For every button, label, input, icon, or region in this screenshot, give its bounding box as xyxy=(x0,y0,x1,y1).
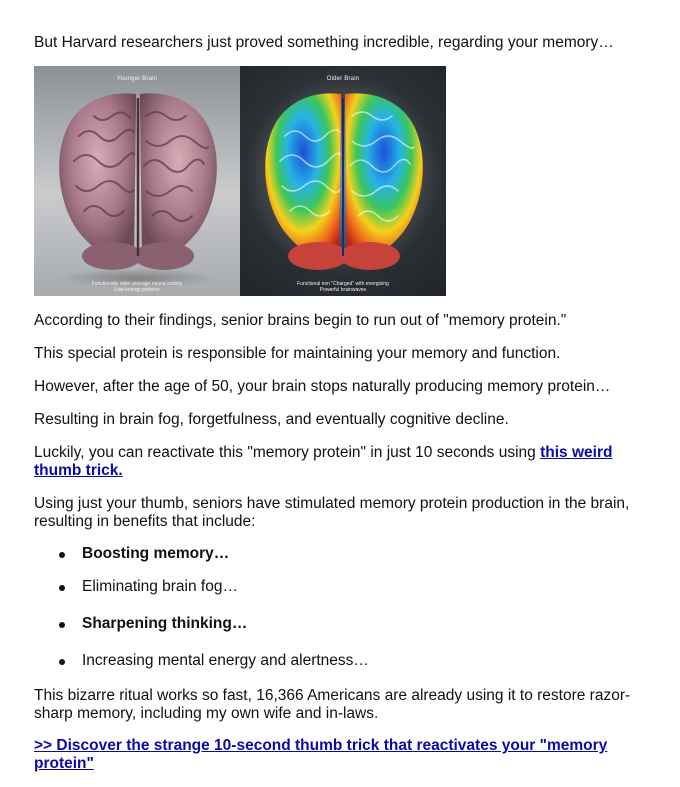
thumb-trick-paragraph xyxy=(34,444,652,480)
findings-paragraph: According to their findings, senior brains begin to run out of "memory protein." xyxy=(34,312,567,329)
benefits-intro-paragraph: Using just your thumb, seniors have stimulated memory protein production in the brain, resulting in benefits that include: xyxy=(34,495,630,530)
cta-link[interactable]: >> Discover the strange 10-second thumb trick that reactivates your "memory protein" xyxy=(34,737,608,772)
older-brain-label: Older Brain xyxy=(326,76,360,82)
benefit-text: Increasing mental energy and alertness… xyxy=(82,652,369,669)
benefits-list xyxy=(34,545,652,670)
age-50-paragraph: However, after the age of 50, your brain stops naturally producing memory protein… xyxy=(34,378,611,395)
bullet-icon xyxy=(59,622,65,628)
benefit-item xyxy=(34,652,652,670)
older-brain-illustration xyxy=(240,66,446,296)
protein-role-paragraph: This special protein is responsible for maintaining your memory and function. xyxy=(34,345,561,362)
bullet-icon xyxy=(59,659,65,665)
benefit-item xyxy=(34,615,652,633)
younger-brain-illustration xyxy=(34,66,240,296)
benefit-item xyxy=(34,545,652,563)
bullet-icon xyxy=(59,552,65,558)
younger-brain-panel xyxy=(34,66,240,296)
older-brain-panel xyxy=(240,66,446,296)
older-brain-caption xyxy=(240,281,446,293)
thumb-trick-text: Luckily, you can reactivate this "memory protein" in just 10 seconds using xyxy=(34,444,541,461)
older-caption-line-2: Powerful brainwaves xyxy=(319,287,367,293)
younger-brain-label: Younger Brain xyxy=(116,76,158,82)
benefit-item xyxy=(34,578,652,596)
cta-paragraph xyxy=(34,737,652,773)
decline-paragraph: Resulting in brain fog, forgetfulness, and eventually cognitive decline. xyxy=(34,411,509,428)
younger-brain-caption xyxy=(34,281,240,293)
benefit-text: Eliminating brain fog… xyxy=(82,578,238,595)
benefit-text: Sharpening thinking… xyxy=(82,615,248,632)
younger-caption-line-1: Functionally older average neural activity xyxy=(91,281,183,287)
thumb-trick-link[interactable]: this weird thumb trick. xyxy=(34,444,613,479)
older-caption-line-1: Functional non "Charged" with energizing xyxy=(297,281,389,287)
intro-paragraph: But Harvard researchers just proved something incredible, regarding your memory… xyxy=(34,34,614,51)
bullet-icon xyxy=(59,585,65,591)
benefit-text: Boosting memory… xyxy=(82,545,230,562)
results-paragraph: This bizarre ritual works so fast, 16,366 Americans are already using it to restore razor-sharp memory, including my own wife and in-laws. xyxy=(34,687,631,722)
younger-caption-line-2: Low-energy proteins xyxy=(114,287,160,293)
brain-comparison-image xyxy=(34,66,446,296)
